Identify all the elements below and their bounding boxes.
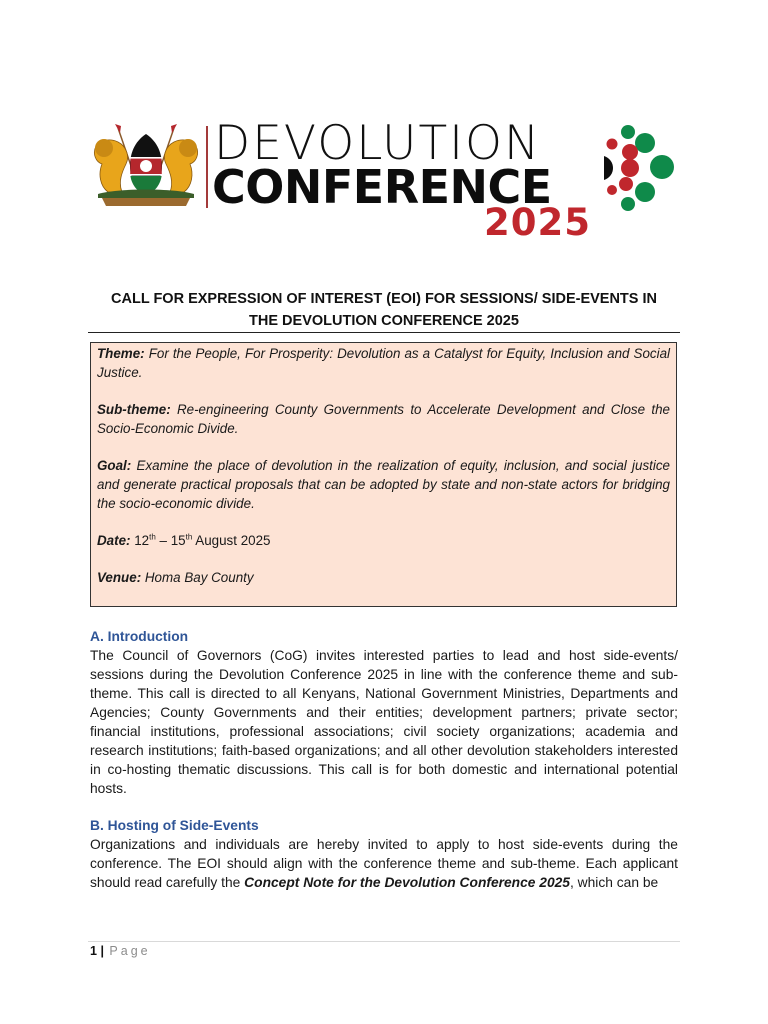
- date-separator: –: [159, 532, 167, 548]
- page-footer: [90, 944, 151, 958]
- hosting-text-before: Organizations and individuals are hereby invited to apply to host side-events during the conference. The EOI should align with the conference theme and sub-theme. Each applicant should read carefully the: [90, 837, 678, 890]
- goal-label: Goal:: [97, 458, 132, 474]
- date-end-suffix: th: [185, 532, 193, 542]
- title-divider: [88, 332, 680, 333]
- date-start-suffix: th: [149, 532, 156, 542]
- theme-label: Theme:: [97, 346, 145, 361]
- goal-text: Examine the place of devolution in the realization of equity, inclusion, and social justice and generate practical proposals that can be adopted by state and non-state actors for bridging the socio-economic divide.: [97, 458, 670, 511]
- footer-divider: [88, 941, 680, 942]
- hosting-text-after: , which can be: [569, 875, 659, 890]
- title-line-2: THE DEVOLUTION CONFERENCE 2025: [249, 313, 519, 329]
- page-separator: |: [100, 944, 104, 958]
- sub-theme-text: Re-engineering County Governments to Accelerate Development and Close the Socio-Economic Divide.: [97, 402, 670, 436]
- sub-theme-label: Sub-theme:: [97, 402, 171, 418]
- date-label: Date:: [97, 532, 131, 548]
- section-heading-introduction: A. Introduction: [90, 629, 189, 644]
- logo-divider: [206, 126, 208, 208]
- date-end-day: 15: [170, 532, 186, 548]
- conference-summary-box: [90, 342, 677, 607]
- section-heading-hosting: B. Hosting of Side-Events: [90, 818, 259, 833]
- hosting-paragraph: [90, 835, 678, 892]
- conference-logo: [88, 116, 688, 245]
- logo-text-year: 2025: [484, 201, 591, 244]
- theme-paragraph: [97, 345, 670, 382]
- venue-text: Homa Bay County: [144, 570, 254, 586]
- date-paragraph: [97, 532, 670, 551]
- logo-text-conference: CONFERENCE: [212, 160, 552, 214]
- goal-paragraph: [97, 457, 670, 513]
- page-label: Page: [109, 944, 151, 958]
- date-start-day: 12: [134, 532, 150, 548]
- theme-text: For the People, For Prosperity: Devolution as a Catalyst for Equity, Inclusion and Social Justice.: [97, 346, 670, 380]
- page-number: 1: [90, 944, 97, 958]
- venue-paragraph: [97, 569, 670, 588]
- sub-theme-paragraph: [97, 401, 670, 438]
- document-title: [88, 288, 680, 332]
- concept-note-reference: Concept Note for the Devolution Conference 2025: [244, 875, 570, 890]
- title-line-1: CALL FOR EXPRESSION OF INTEREST (EOI) FOR SESSIONS/ SIDE-EVENTS IN: [111, 291, 657, 307]
- coat-of-arms-icon: [88, 124, 204, 208]
- venue-label: Venue:: [97, 570, 142, 586]
- introduction-paragraph: The Council of Governors (CoG) invites interested parties to lead and host side-events/ sessions during the Devolution Conference 2025 in line with the conference theme and sub-theme. This call is directed to all Kenyans, National Government Ministries, Departments and Agencies; County Governments and their entities; development partners; private sector; financial institutions, professional associations; civil society organizations; academia and research institutions; faith-based organizations; and all other devolution stakeholders interested in co-hosting thematic discussions. This call is for both domestic and international potential hosts.: [90, 648, 678, 796]
- logo-text-devolution: DEVOLUTION: [214, 116, 542, 171]
- dots-emblem-icon: [600, 122, 682, 212]
- date-rest: August 2025: [195, 532, 271, 548]
